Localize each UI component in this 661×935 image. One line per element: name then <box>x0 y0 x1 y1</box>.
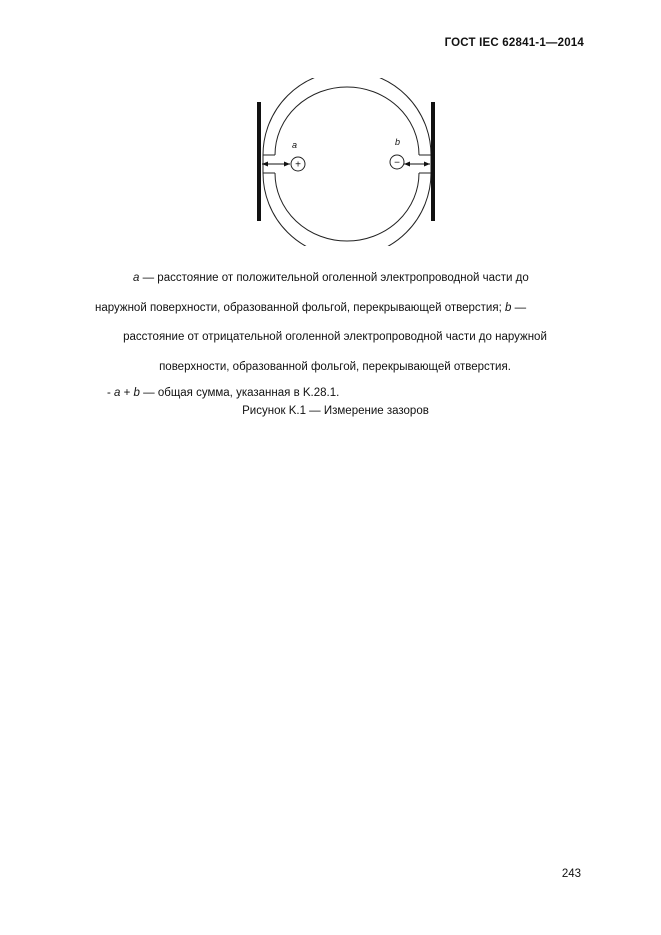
figure-title: Рисунок K.1 — Измерение зазоров <box>242 405 429 417</box>
dimension-arrow-b <box>404 162 430 167</box>
legend-line-2: наружной поверхности, образованной фольгой, перекрывающей отверстия; b — <box>95 301 527 314</box>
ring-inner-lower <box>275 173 419 241</box>
left-foil-plate <box>257 102 261 221</box>
document-header <box>445 37 584 49</box>
legend-line-3: расстояние от отрицательной оголенной электропроводной части до наружной <box>123 331 547 343</box>
legend-line-4: поверхности, образованной фольгой, перекрывающей отверстия. <box>159 360 511 373</box>
legend-line-5: - a + b — общая сумма, указанная в K.28.1. <box>107 387 340 399</box>
clearance-diagram-svg <box>250 78 445 246</box>
label-a: a <box>292 140 298 150</box>
minus-sign: − <box>394 157 400 169</box>
dimension-arrow-a <box>262 162 290 167</box>
page-number: 243 <box>561 868 581 880</box>
figure-legend <box>95 264 575 409</box>
label-b: b <box>395 137 401 147</box>
right-foil-plate <box>431 102 435 221</box>
legend-line-1: a — расстояние от положительной оголенной электропроводной части до <box>133 272 529 284</box>
ring-outer-edge <box>263 78 431 246</box>
clearance-diagram <box>250 78 445 246</box>
plus-sign: + <box>295 159 301 171</box>
document-id: ГОСТ IEC 62841-1—2014 <box>444 37 584 49</box>
